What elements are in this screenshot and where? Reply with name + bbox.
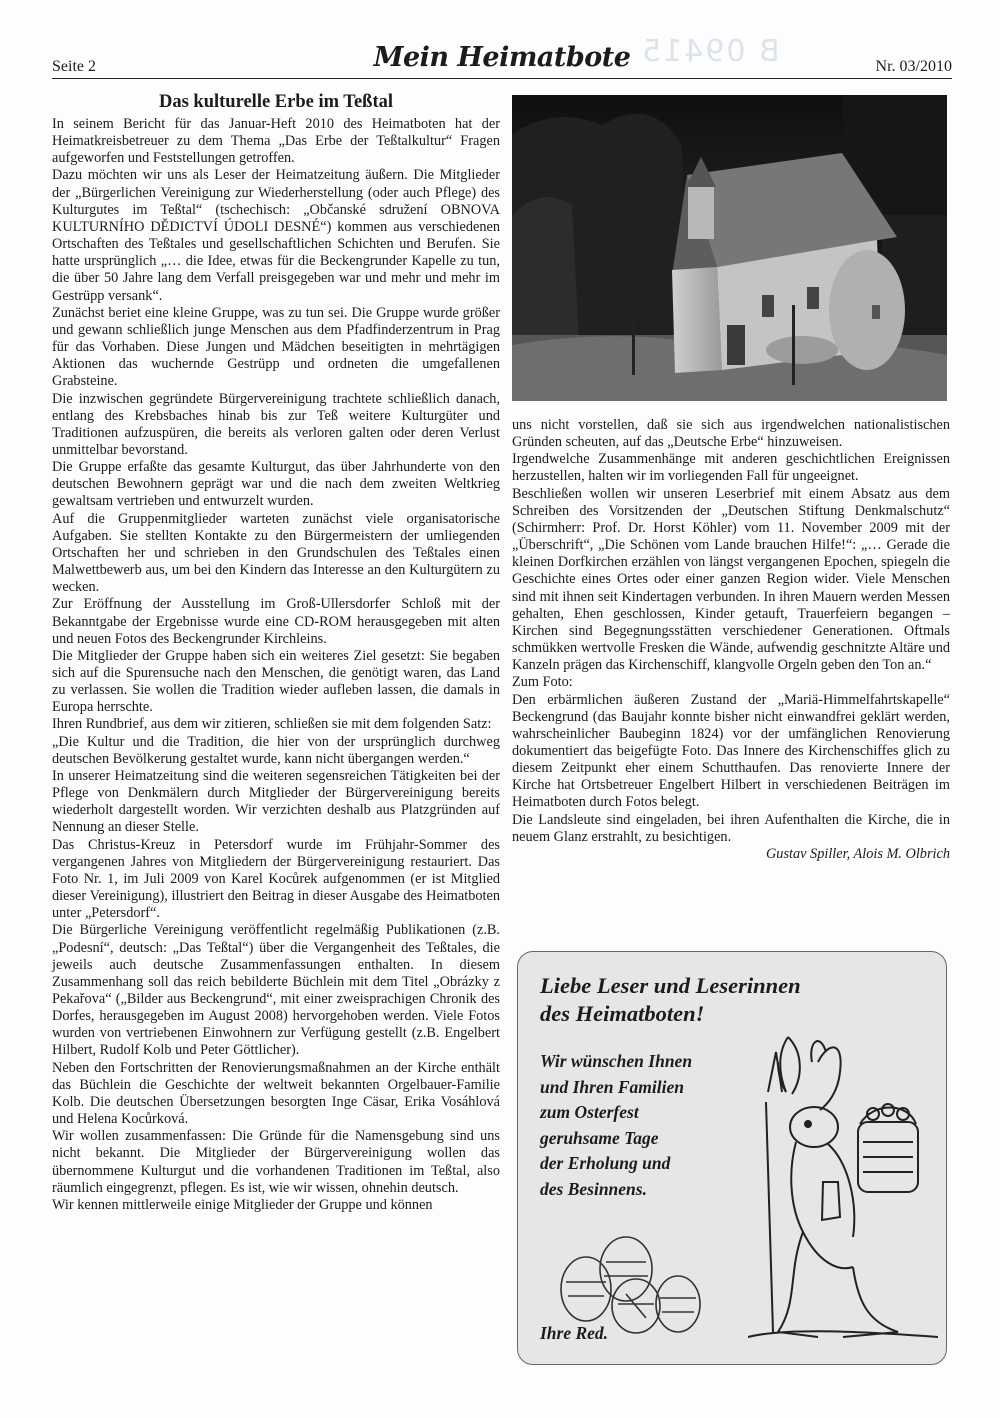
chapel-photo (512, 95, 947, 401)
article-title: Das kulturelle Erbe im Teßtal (158, 92, 393, 112)
greeting-line: Wir wünschen Ihnen (540, 1051, 693, 1071)
greeting-heading (540, 972, 801, 1028)
article-paragraph: Zur Eröffnung der Ausstellung im Groß-Ullersdorfer Schloß mit der Bekanntgabe der Ergebnisse wurde eine CD-ROM herausgegeben mit alten und neuen Fotos des Beckengrunder Kirchleins. (52, 596, 500, 647)
article-paragraph: Wir kennen mittlerweile einige Mitglieder der Gruppe und können (52, 1196, 433, 1213)
greeting-sign: Ihre Red. (540, 1323, 609, 1343)
article-paragraph: Zum Foto: (512, 674, 573, 691)
show-through-bleed-text: B 09415 (640, 34, 780, 69)
easter-greeting-box (517, 951, 947, 1365)
page-header (52, 42, 952, 80)
page-number: Seite 2 (52, 58, 96, 75)
article-paragraph: Zunächst beriet eine kleine Gruppe, was zu tun sei. Die Gruppe wurde größer und gewann schließlich junge Menschen aus dem Pfadfinderzentrum in Prag für das Vorhaben. Diese Jungen und Mädchen beseitigten in mehrtägigen Aktionen das wuchernde Gestrüpp und ordneten die umgefallenen Grabsteine. (52, 304, 500, 390)
article-paragraph: „Die Kultur und die Tradition, die hier von der ursprünglich durchweg deutschen Bevölkerung gestaltet wurde, kann nicht übergangen werden.“ (52, 733, 500, 767)
article-paragraph: Wir wollen zusammenfassen: Die Gründe für die Namensgebung sind uns nicht bekannt. Die Mitglieder der Bürgervereinigung wollen das übernommene Kulturgut und die vorhandenen Traditionen im Teßtal, also räumlich eingegrenzt, pflegen. Es ist, wie wir wissen, ohnehin deutsch. (52, 1128, 500, 1196)
article-right-column (512, 417, 950, 863)
greeting-line: des Besinnens. (540, 1178, 647, 1199)
issue-number: Nr. 03/2010 (875, 58, 952, 75)
article-paragraph: Ihren Rundbrief, aus dem wir zitieren, schließen sie mit dem folgenden Satz: (52, 716, 492, 733)
article-paragraph: Die Mitglieder der Gruppe haben sich ein weiteres Ziel gesetzt: Sie begaben sich auf die Spurensuche nach den Menschen, die genötigt waren, das Land zu verlassen. Sie wollen die Tradition wieder aufleben lassen, die damals in Europa herrschte. (52, 647, 500, 716)
greeting-line: der Erholung und (540, 1153, 671, 1173)
header-rule (52, 78, 952, 79)
chapel-photo-illustration (512, 95, 947, 401)
greeting-heading-line: des Heimatboten! (540, 1001, 705, 1026)
article-paragraph: uns nicht vorstellen, daß sie sich aus irgendwelchen nationalistischen Gründen scheuten, auf das „Deutsche Erbe“ hinzuweisen. (512, 417, 950, 451)
article-left-column (52, 90, 500, 1214)
greeting-line: geruhsame Tage (540, 1127, 659, 1148)
article-right-body (512, 417, 950, 846)
greeting-line: und Ihren Familien (540, 1076, 684, 1097)
article-paragraph: Die inzwischen gegründete Bürgervereinigung trachtete schließlich danach, entlang des Krebsbaches hinab bis zur Teß weitere Kulturgüter und Traditionen aufzuspüren, die bereits als verloren galten oder deren Verlust unmittelbar bevorstand. (52, 390, 500, 458)
article-paragraph: Beschließen wollen wir unseren Leserbrief mit einem Absatz aus dem Schreiben des Vorsitzenden der „Deutschen Stiftung Denkmalschutz“ (Schirmherr: Prof. Dr. Horst Köhler) vom 11. November 2009 mit der „Überschrift“, „Die Schönen vom Lande brauchen Hilfe!“: „… Gerade die kleinen Dorfkirchen erzählen von längst vergangenen Epochen, spiegeln die Geschichte eines Ortes oder einer ganzen Region wider. Viele Menschen sind mit ihnen seit Kindertagen verbunden. In ihren Mauern werden Messen gehalten, Ehen geschlossen, Kinder getauft, Trauerfeiern begangen – Kirchen sind Begegnungsstätten verschiedener Generationen. Oftmals schmükken wertvolle Fresken die Wände, aufwendig geschnitzte Altäre und Kanzeln prägen das Kirchenschiff, klangvolle Orgeln geben den Ton an.“ (512, 485, 950, 674)
article-paragraph: Irgendwelche Zusammenhänge mit anderen geschichtlichen Ereignissen herzustellen, halten wir im vorliegenden Fall für ungeeignet. (512, 451, 950, 485)
article-signature: Gustav Spiller, Alois M. Olbrich (765, 845, 950, 862)
article-paragraph: Auf die Gruppenmitglieder warteten zunächst viele organisatorische Aufgaben. Sie stellten Kontakte zu den Bürgermeistern der umliegenden Ortschaften her und schrieben in den Grundschulen des Teßtales einen Malwettbewerb aus, um bei den Kindern das Interesse an den Kulturgütern zu wecken. (52, 510, 500, 596)
article-paragraph: Die Landsleute sind eingeladen, bei ihren Aufenthalten die Kirche, die in neuem Glanz erstrahlt, zu besichtigen. (512, 811, 950, 845)
article-paragraph: Den erbärmlichen äußeren Zustand der „Mariä-Himmelfahrtskapelle“ Beckengrund (das Baujahr konnte bisher nicht einwandfrei geklärt werden, wahrscheinlicher Baubeginn 1824) vor der umfänglichen Renovierung dokumentiert das beigefügte Foto. Das Innere des Kirchenschiffes glich zu diesem Zeitpunkt eher einem Schutthaufen. Das renovierte Innere der Kirche hat Ortsbetreuer Engelbert Hilbert in verschiedenen Beiträgen im Heimatboten durch Fotos belegt. (512, 691, 950, 811)
greeting-heading-line: Liebe Leser und Leserinnen (540, 973, 801, 998)
greeting-message (540, 1049, 692, 1202)
article-left-body (52, 116, 500, 1214)
article-paragraph: In seinem Bericht für das Januar-Heft 2010 des Heimatboten hat der Heimatkreisbetreuer zu dem Thema „Das Erbe der Teßtalkultur“ Fragen aufgeworfen und Feststellungen getroffen. (52, 116, 500, 167)
masthead-logo: Mein Heimatbote (373, 42, 631, 73)
greeting-line: zum Osterfest (540, 1102, 639, 1122)
article-paragraph: Die Gruppe erfaßte das gesamte Kulturgut, das über Jahrhunderte von den deutschen Bewohnern geprägt war und die nach dem zweiten Weltkrieg gewaltsam vertrieben und entwurzelt wurden. (52, 459, 500, 510)
article-paragraph: Neben den Fortschritten der Renovierungsmaßnahmen an der Kirche enthält das Büchlein die Geschichte der weltweit bekannten Orgelbauer-Familie Kolb. Die deutschen Übersetzungen besorgten Inge Cäsar, Erika Vosáhlová und Helena Kocůrková. (52, 1059, 500, 1128)
article-paragraph: Die Bürgerliche Vereinigung veröffentlicht regelmäßig Publikationen (z.B. „Podesní“, deutsch: „Das Teßtal“) über die Vergangenheit des Teßtales, die jeweils auch deutsche Zusammenfassungen enthalten. In diesem Zusammenhang soll das reich bebilderte Büchlein mit dem Titel „Obrázky z Pekařova“ („Bilder aus Beckengrund“, mit einer zweisprachigen Chronik des Dorfes, herausgegeben im August 2008) hervorgehoben werden. Viele Fotos wurden von vertriebenen Einwohnern zur Verfügung gestellt (z.B. Engelbert Hilbert, Rudolf Kolb und Peter Göttlicher). (52, 922, 500, 1059)
article-paragraph: In unserer Heimatzeitung sind die weiteren segensreichen Tätigkeiten bei der Pflege von Denkmälern durch Mitglieder der Bürgervereinigung bereits wiederholt dargestellt worden. Wir verzichten deshalb aus Platzgründen auf Nennung an dieser Stelle. (52, 767, 500, 836)
article-paragraph: Das Christus-Kreuz in Petersdorf wurde im Frühjahr-Sommer des vergangenen Jahres von Mitgliedern der Bürgervereinigung restauriert. Das Foto Nr. 1, im Juli 2009 von Karel Kocůrek aufgenommen (er ist Mitglied dieser Vereinigung), illustriert den Beitrag in dieser Ausgabe des Heimatboten unter „Petersdorf“. (52, 836, 500, 922)
easter-hare-icon (748, 1032, 938, 1352)
article-paragraph: Dazu möchten wir uns als Leser der Heimatzeitung äußern. Die Mitglieder der „Bürgerlichen Vereinigung zur Wiederherstellung (oder auch Pflege) des Kulturgutes im Teßtal“ (tschechisch: „Občanské sdružení OBNOVA KULTURNÍHO DĚDICTVÍ ÚDOLI DESNÉ“) kommen aus verschiedenen Ortschaften des Teßtales und gesellschaftlichen Schichten und Berufen. Sie hatte ursprünglich „… die Idee, etwas für die Beckengrunder Kapelle zu tun, die über 50 Jahre lang dem Verfall preisgegeben war und mehr und mehr im Gestrüpp versank“. (52, 167, 500, 304)
painted-eggs-icon (556, 1234, 704, 1334)
